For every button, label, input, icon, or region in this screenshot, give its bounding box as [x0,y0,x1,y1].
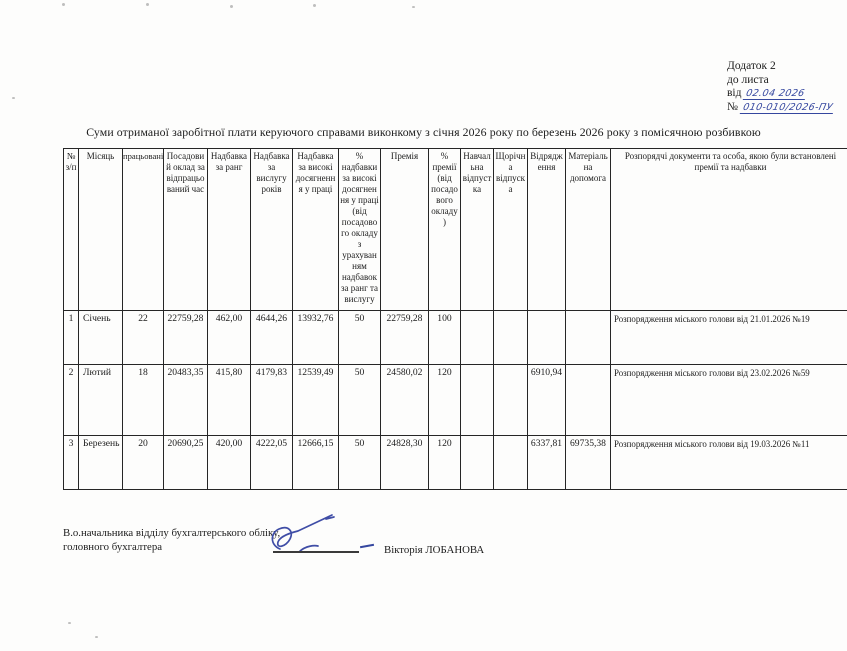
column-header-4: Посадовий оклад за відпрацьований час [164,149,208,311]
column-header-2: Місяць [79,149,123,311]
cell-r2-c4: 20483,35 [164,365,208,436]
handwritten-date: 02.04 2026 [743,88,808,100]
column-header-8: % надбавки за високі досягнення у праці (від посадового окладу з урахуванням надбавок за ранг та вислугу [339,149,381,311]
scan-speck [62,3,65,6]
column-header-10: % премії (від посадового окладу) [429,149,461,311]
appendix-line1: Додаток 2 [727,60,776,72]
cell-r1-c3: 22 [123,311,164,365]
cell-r3-c3: 20 [123,436,164,490]
column-header-1: № з/п [64,149,79,311]
cell-r2-c1: 2 [64,365,79,436]
column-header-7: Надбавка за високі досягнення у праці [293,149,339,311]
document-title: Суми отриманої заробітної плати керуючого справами виконкому з січня 2026 року по березень 2026 року з помісячною розбивкою [86,125,761,139]
cell-r1-c2: Січень [79,311,123,365]
cell-r2-c11 [461,365,494,436]
number-label: № [727,100,738,113]
scan-speck [230,5,233,8]
cell-r3-c15: Розпорядження міського голови від 19.03.2026 №11 [611,436,847,490]
appendix-from-line [727,87,834,101]
header-row [64,149,847,311]
cell-r3-c1: 3 [64,436,79,490]
table-row-1 [64,311,847,365]
cell-r2-c2: Лютий [79,365,123,436]
appendix-number-line [727,101,834,115]
cell-r3-c12 [494,436,528,490]
scan-speck [68,622,71,624]
signer-role-line2: головного бухгалтера [63,540,163,553]
handwritten-number: 010-010/2026-ПУ [740,102,836,114]
cell-r1-c4: 22759,28 [164,311,208,365]
cell-r3-c6: 4222,05 [251,436,293,490]
cell-r1-c8: 50 [339,311,381,365]
cell-r3-c14: 69735,38 [566,436,611,490]
cell-r2-c10: 120 [429,365,461,436]
column-header-13: Відрядження [528,149,566,311]
cell-r3-c4: 20690,25 [164,436,208,490]
cell-r1-c9: 22759,28 [381,311,429,365]
scan-speck [313,4,316,7]
scan-speck [95,636,98,638]
cell-r1-c15: Розпорядження міського голови від 21.01.2026 №19 [611,311,847,365]
signer-role [63,527,280,554]
cell-r3-c5: 420,00 [208,436,251,490]
cell-r1-c1: 1 [64,311,79,365]
cell-r2-c9: 24580,02 [381,365,429,436]
cell-r1-c6: 4644,26 [251,311,293,365]
cell-r1-c13 [528,311,566,365]
cell-r3-c8: 50 [339,436,381,490]
cell-r3-c9: 24828,30 [381,436,429,490]
signature-line [273,551,359,553]
cell-r3-c13: 6337,81 [528,436,566,490]
cell-r2-c6: 4179,83 [251,365,293,436]
column-header-15: Розпорядчі документи та особа, якою були встановлені премії та надбавки [611,149,847,311]
cell-r2-c15: Розпорядження міського голови від 23.02.2026 №59 [611,365,847,436]
cell-r1-c11 [461,311,494,365]
cell-r1-c12 [494,311,528,365]
signer-role-line1: В.о.начальника відділу бухгалтерського обліку, [63,527,281,539]
column-header-14: Матеріальна допомога [566,149,611,311]
cell-r3-c10: 120 [429,436,461,490]
cell-r3-c11 [461,436,494,490]
payroll-table [63,148,847,490]
cell-r1-c10: 100 [429,311,461,365]
cell-r2-c7: 12539,49 [293,365,339,436]
column-header-5: Надбавка за ранг [208,149,251,311]
cell-r2-c5: 415,80 [208,365,251,436]
column-header-11: Навчальна відпустка [461,149,494,311]
from-label: від [727,87,742,99]
appendix-block [727,60,834,114]
cell-r1-c5: 462,00 [208,311,251,365]
cell-r2-c8: 50 [339,365,381,436]
cell-r2-c3: 18 [123,365,164,436]
column-header-6: Надбавка за вислугу років [251,149,293,311]
cell-r2-c14 [566,365,611,436]
scan-speck [12,97,15,99]
table-row-3 [64,436,847,490]
table-row-2 [64,365,847,436]
cell-r3-c7: 12666,15 [293,436,339,490]
cell-r2-c13: 6910,94 [528,365,566,436]
cell-r2-c12 [494,365,528,436]
column-header-12: Щорічна відпуска [494,149,528,311]
cell-r1-c14 [566,311,611,365]
appendix-line2: до листа [727,73,769,86]
column-header-3: працьовані [123,149,164,311]
cell-r3-c2: Березень [79,436,123,490]
column-header-9: Премія [381,149,429,311]
scan-speck [146,3,149,6]
cell-r1-c7: 13932,76 [293,311,339,365]
scan-speck [412,6,415,8]
signature-ink-dash [360,544,374,548]
signer-name: Вікторія ЛОБАНОВА [384,544,485,556]
